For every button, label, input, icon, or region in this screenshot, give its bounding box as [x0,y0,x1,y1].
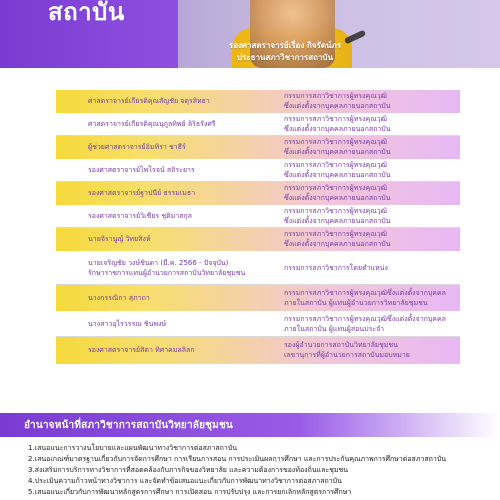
member-name-line: นายจิรานูญ์ วิทยสิงห์ [88,235,151,243]
member-name [86,234,278,244]
president-title: ประธานสภาวิชาการสถาบัน [237,53,333,62]
member-role-line: เลขานุการที่ผู้อำนวยการสถาบันมอบหมาย [284,351,410,359]
member-role-line: กรรมการสภาวิชาการผู้ทรงคุณวุฒิ [284,92,387,100]
member-name-line: นางสาวอุไรวรรณ ชินพงษ์ [88,319,167,328]
member-role-line: กรรมการสภาวิชาการผู้ทรงคุณวุฒิ [284,184,387,192]
member-name-line: รองศาสตราจารย์สิตา ทิศาคมลลิลก [88,346,195,354]
member-role [278,91,460,111]
member-name [86,258,278,278]
member-role [278,137,460,157]
member-role-line: ซึ่งแต่งตั้งจากบุคคลภายนอกสถาบัน [284,240,391,248]
member-role [278,183,460,203]
member-name [86,345,278,355]
member-name-line-2: รักษาราชการแทนผู้อำนวยการสถาบันวิทยาลัยชุมชน [88,268,246,277]
member-role [278,160,460,180]
board-row [56,205,460,228]
duties-heading-bar [0,413,500,437]
duties-title: อำนาจหน้าที่สภาวิชาการสถาบันวิทยาลัยชุมชน [24,420,233,431]
member-name [86,293,278,303]
member-role-line: ซึ่งแต่งตั้งจากบุคคลภายนอกสถาบัน [284,217,391,225]
member-role-line: กรรมการสภาวิชาการผู้ทรงคุณวุฒิ [284,207,387,215]
duties-list [28,443,492,498]
board-row [56,159,460,182]
member-role-line: กรรมการสภาวิชาการผู้ทรงคุณวุฒิ [284,161,387,169]
member-role [278,229,460,249]
duty-item: 5.เสนอแนะเกี่ยวกับการพัฒนาหลักสูตรการศึกษา การเปิดสอน การปรับปรุง และการยกเลิกหลักสูตรการศึกษา [28,488,352,496]
board-row [56,182,460,205]
header-banner [0,0,500,68]
member-role-line: กรรมการสภาวิชาการผู้ทรงคุณวุฒิ [284,230,387,238]
member-role-line: ซึ่งแต่งตั้งจากบุคคลภายนอกสถาบัน [284,102,391,110]
board-row [56,136,460,159]
board-row [56,228,460,251]
member-name [86,165,278,175]
member-role-line: ภายในสถาบัน ผู้แทนผู้อำนวยการวิทยาลัยชุมชน [284,298,428,307]
board-row [56,113,460,136]
president-caption [180,40,390,64]
member-name-line: ผู้ช่วยศาสตราจารย์อิมทิรา ชาธีร์ [88,143,186,151]
member-role-line: ซึ่งแต่งตั้งจากบุคคลภายนอกสถาบัน [284,125,391,133]
member-role [278,340,460,360]
member-role-line: ภายในสถาบัน ผู้แทนผู้สอนประจำ [284,324,385,333]
member-name-line: รองศาสตราจารย์วิเชียร ชุติมาสกุล [88,212,192,220]
member-role-line: กรรมการสภาวิชาการผู้ทรงคุณวุฒิซึ่งแต่งตั้งจากบุคคล [284,288,446,297]
member-name [86,96,278,106]
board-list [56,90,460,364]
board-row [56,251,460,285]
member-role-line: กรรมการสภาวิชาการโดยตำแหน่ง [284,263,388,272]
member-name-line: รองศาสตราจารย์ฐาปนีย์ ธรรมเมธา [88,189,196,197]
member-name [86,119,278,129]
board-row [56,285,460,311]
member-name [86,211,278,221]
member-role [278,114,460,134]
member-role-line: กรรมการสภาวิชาการผู้ทรงคุณวุฒิ [284,138,387,146]
board-row [56,337,460,364]
member-role [278,206,460,226]
member-role-line: ซึ่งแต่งตั้งจากบุคคลภายนอกสถาบัน [284,171,391,179]
member-name [86,188,278,198]
member-role-line: ซึ่งแต่งตั้งจากบุคคลภายนอกสถาบัน [284,148,391,156]
member-name-line: นางกรรณิกา สุภาถา [88,293,150,302]
member-role-line: ซึ่งแต่งตั้งจากบุคคลภายนอกสถาบัน [284,194,391,202]
member-role [278,288,460,308]
duty-item: 2.เสนอเกณฑ์มาตรฐานเกี่ยวกับการจัดการศึกษา การเรียนการสอน การประเมินผลการศึกษา และการประกันคุณภาพการศึกษาต่อสภาสถาบัน [28,455,447,463]
duty-item: 1.เสนอแนะการวางนโยบายและแผนพัฒนาทางวิชาการต่อสภาสถาบัน [28,444,238,452]
member-role-line: รองผู้อำนวยการสถาบันวิทยาลัยชุมชน [284,341,398,349]
duty-item: 3.ส่งเสริมการบริการทางวิชาการที่สอดคล้องกับภารกิจของวิทยาลัย และความต้องการของท้องถิ่นและชุมชน [28,466,349,474]
member-name-line: รองศาสตราจารย์ไพโรจน์ สถิระยาร [88,166,195,174]
board-row [56,90,460,113]
board-row [56,311,460,337]
member-role [278,314,460,334]
member-name [86,319,278,329]
president-name: รองศาสตราจารย์เรื่อง กิจรัตน์ภร [228,41,342,50]
member-role-line: กรรมการสภาวิชาการผู้ทรงคุณวุฒิซึ่งแต่งตั้งจากบุคคล [284,314,446,323]
member-name [86,142,278,152]
member-name-line: นายเจริญชัย วงษ์ชินดา (มี.ค. 2566 - ปัจจุบัน) [88,258,229,267]
member-role-line: กรรมการสภาวิชาการผู้ทรงคุณวุฒิ [284,115,387,123]
member-name-line: ศาสตราจารย์เกียรติคุณนุกูลทิพย์ ลิริธรังศรี [88,120,216,128]
page-title: สถาบัน [48,0,125,26]
member-role [278,263,460,273]
member-name-line: ศาสตราจารย์เกียรติคุณสัญชัย จตุรสิทธา [88,97,210,105]
duty-item: 4.ประเมินความก้าวหน้าทางวิชาการ และจัดทำข้อเสนอแนะเกี่ยวกับการพัฒนาทางวิชาการต่อสภาสถาบัน [28,477,342,485]
